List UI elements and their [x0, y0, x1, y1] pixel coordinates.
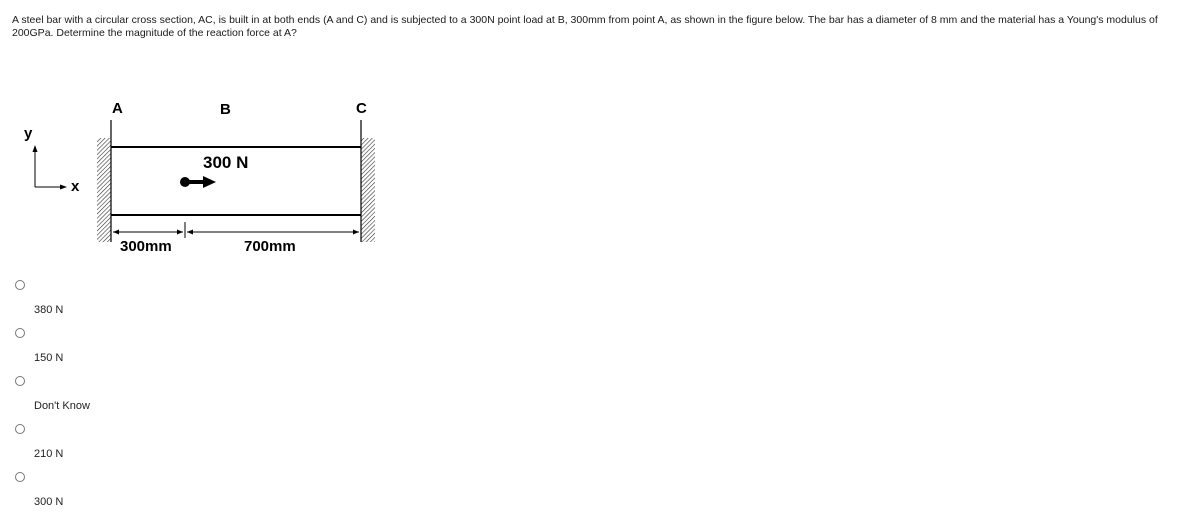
- option-label: 380 N: [34, 304, 64, 316]
- option-380n[interactable]: [0, 280, 200, 324]
- load-arrow-icon: [180, 176, 216, 188]
- radio-button[interactable]: [15, 328, 25, 338]
- option-150n[interactable]: [0, 328, 200, 372]
- option-label: Don't Know: [34, 400, 90, 412]
- label-a: A: [112, 100, 123, 117]
- option-210n[interactable]: [0, 424, 200, 468]
- load-label: 300 N: [203, 153, 249, 172]
- label-b: B: [220, 101, 231, 118]
- option-dont-know[interactable]: [0, 376, 200, 420]
- left-wall-icon: [97, 138, 111, 242]
- axis-x-label: x: [71, 178, 80, 195]
- option-300n[interactable]: [0, 472, 200, 516]
- axis-icon: [33, 145, 68, 190]
- option-label: 210 N: [34, 448, 64, 460]
- right-wall-icon: [361, 138, 375, 242]
- question-text: A steel bar with a circular cross section, AC, is built in at both ends (A and C) and is subjected to a 300N point load at B, 300mm from point A, as shown in the figure below. The bar has a diameter of 8 mm and the material has a Young's modulus of 200GPa. Determine the magnitude of the reaction force at A?: [12, 14, 1158, 39]
- radio-button[interactable]: [15, 280, 25, 290]
- label-c: C: [356, 100, 367, 117]
- bar-diagram-svg: [0, 90, 400, 280]
- dimension-lines: [113, 222, 359, 238]
- radio-button[interactable]: [15, 376, 25, 386]
- option-label: 150 N: [34, 352, 64, 364]
- dimension-ab-label: 300mm: [120, 238, 172, 255]
- bar-diagram: [0, 90, 400, 280]
- axis-y-label: y: [24, 125, 33, 142]
- radio-button[interactable]: [15, 472, 25, 482]
- dimension-bc-label: 700mm: [244, 238, 296, 255]
- option-label: 300 N: [34, 496, 64, 508]
- radio-button[interactable]: [15, 424, 25, 434]
